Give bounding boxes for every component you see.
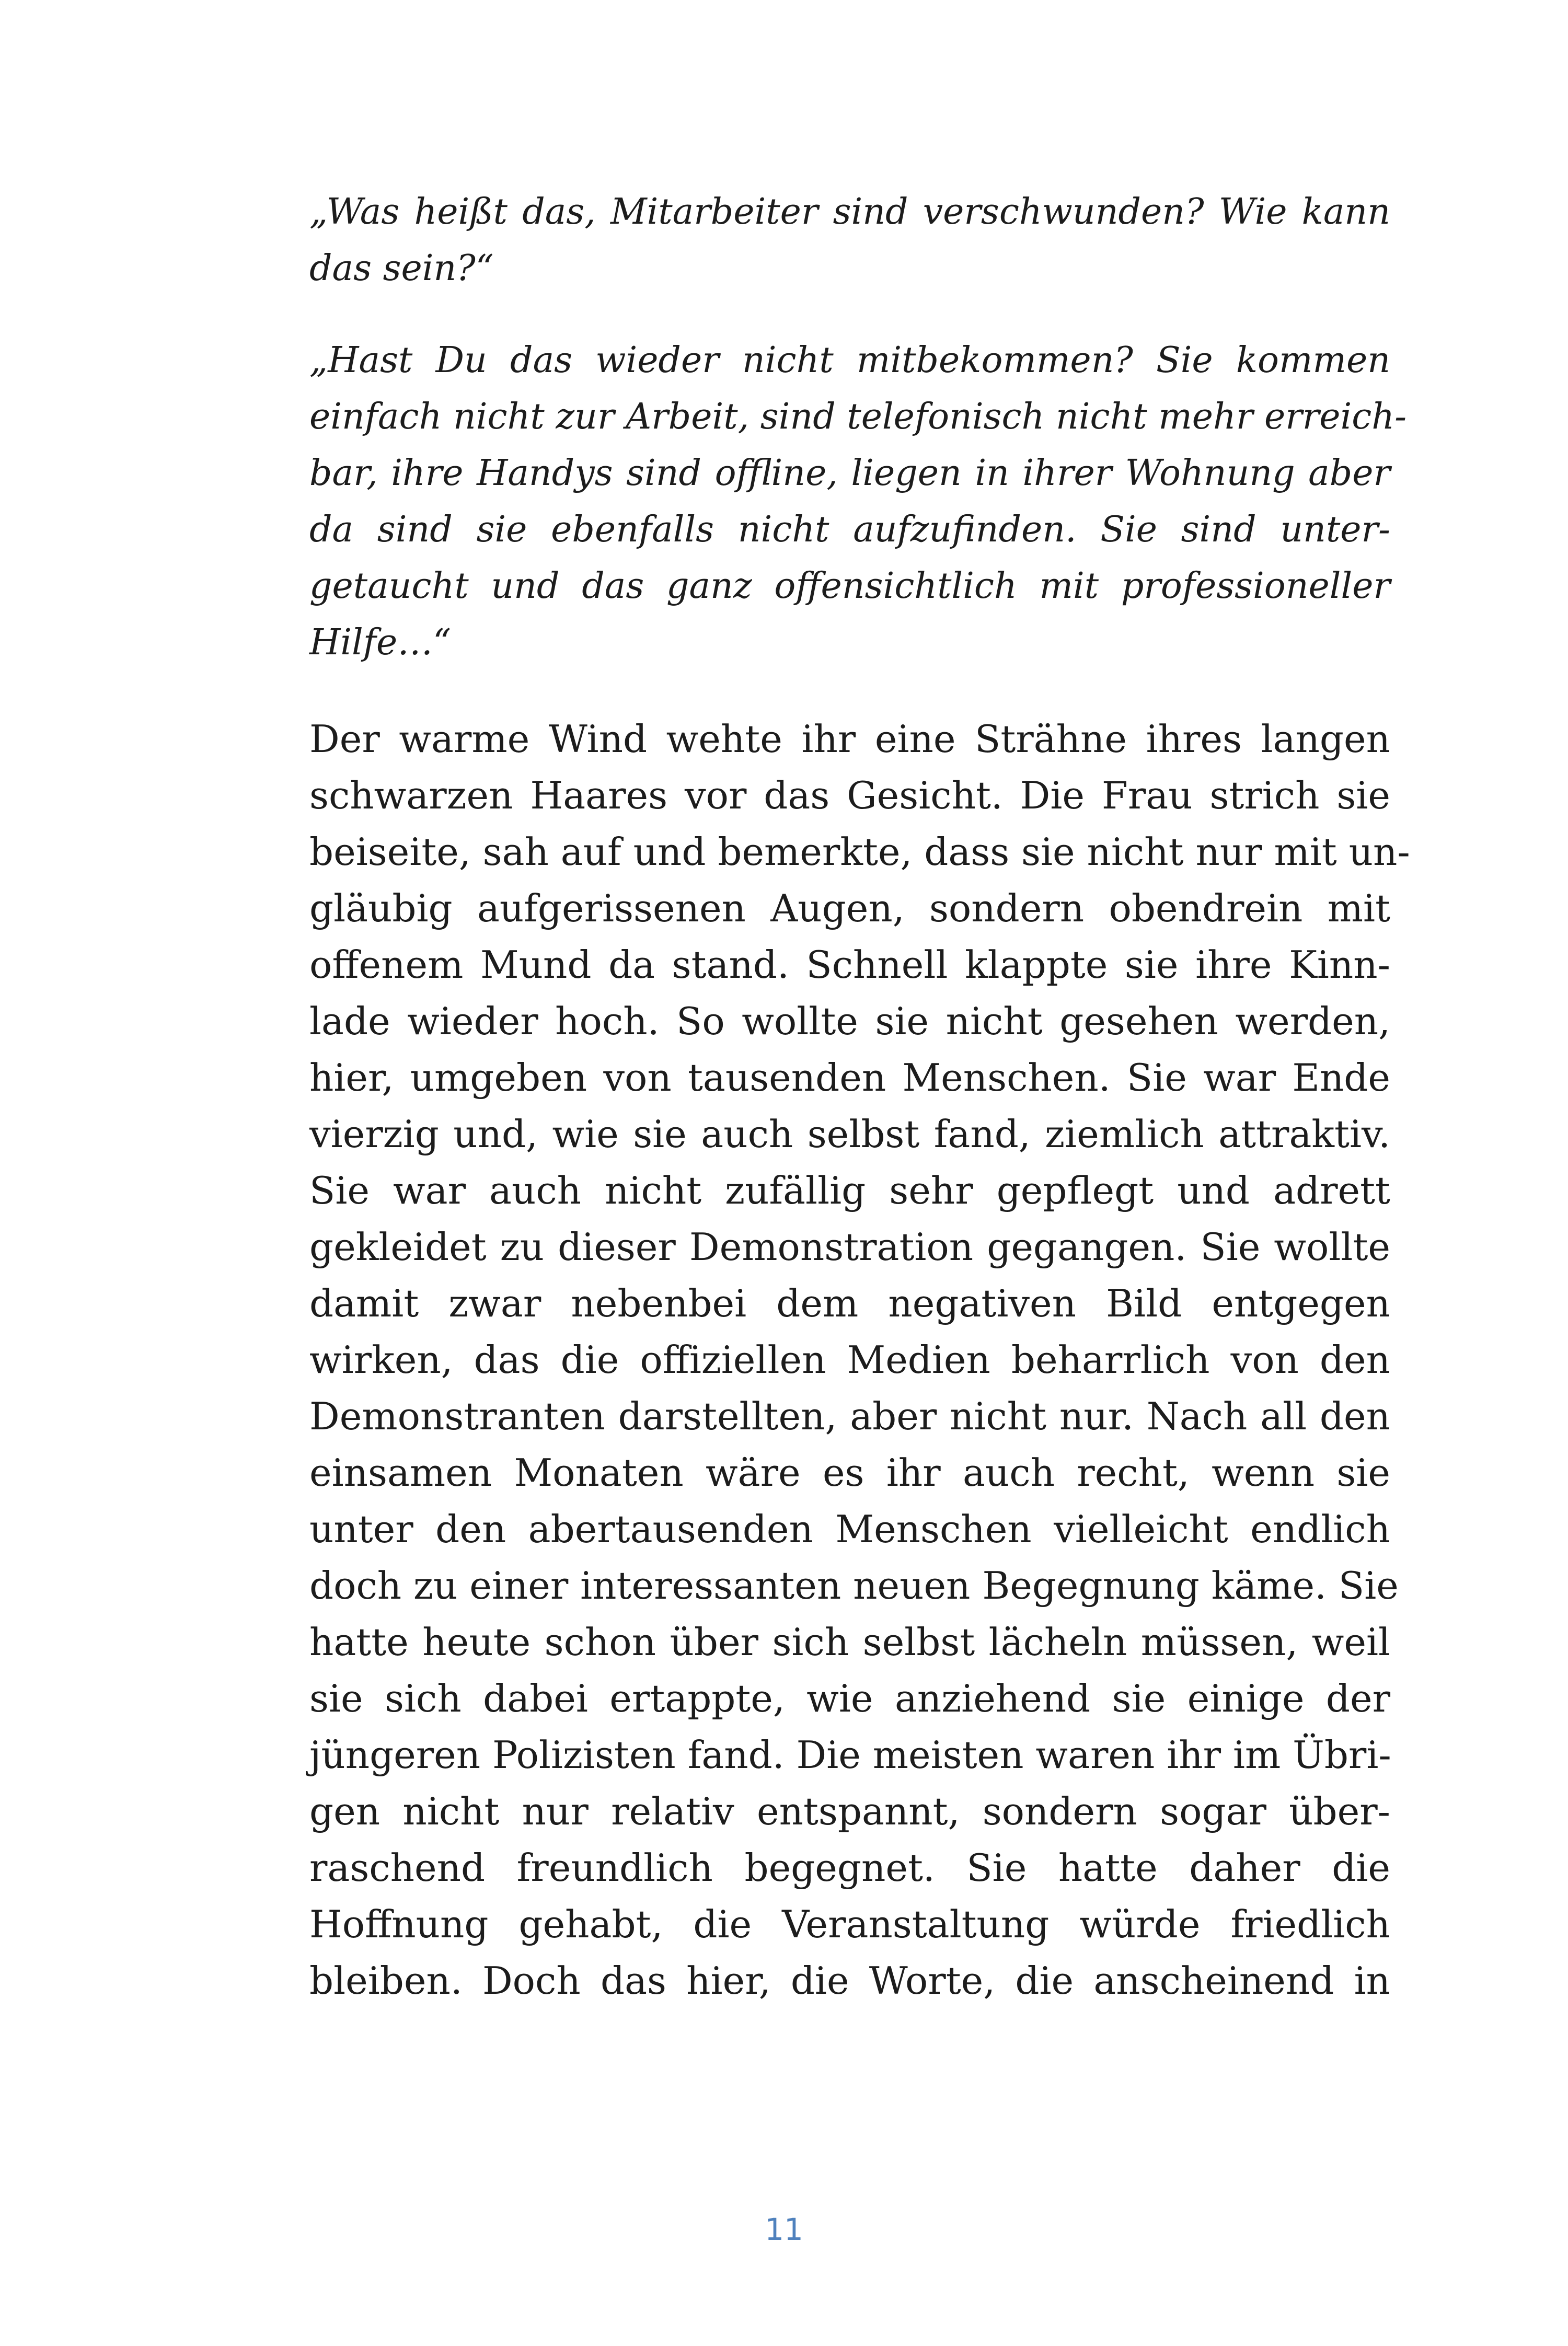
text-line: Hilfe…“: [309, 622, 451, 663]
text-line: getaucht und das ganz offensichtlich mit professioneller: [309, 565, 1390, 607]
dialogue-paragraph-2: [309, 332, 1407, 671]
text-line: beiseite, sah auf und bemerkte, dass sie nicht nur mit un-: [309, 830, 1410, 874]
text-line: vierzig und, wie sie auch selbst fand, ziemlich attraktiv.: [309, 1112, 1390, 1156]
text-line: schwarzen Haares vor das Gesicht. Die Frau strich sie: [309, 773, 1390, 817]
text-line: offenem Mund da stand. Schnell klappte sie ihre Kinn-: [309, 943, 1390, 987]
text-line: lade wieder hoch. So wollte sie nicht gesehen werden,: [309, 999, 1390, 1043]
text-line: gläubig aufgerissenen Augen, sondern obendrein mit: [309, 886, 1390, 930]
text-line: gekleidet zu dieser Demonstration gegangen. Sie wollte: [309, 1225, 1390, 1269]
text-line: jüngeren Polizisten fand. Die meisten waren ihr im Übri-: [309, 1733, 1391, 1777]
text-line: doch zu einer interessanten neuen Begegnung käme. Sie: [309, 1564, 1399, 1608]
text-line: Der warme Wind wehte ihr eine Strähne ihres langen: [309, 717, 1390, 761]
text-line: gen nicht nur relativ entspannt, sondern sogar über-: [309, 1789, 1390, 1833]
text-line: hier, umgeben von tausenden Menschen. Sie war Ende: [309, 1056, 1390, 1100]
narrative-paragraph: [309, 711, 1410, 2009]
text-line: raschend freundlich begegnet. Sie hatte daher die: [309, 1846, 1390, 1890]
dialogue-paragraph-1: [309, 184, 1390, 297]
text-line: „Was heißt das, Mitarbeiter sind verschwunden? Wie kann: [309, 191, 1390, 233]
text-line: hatte heute schon über sich selbst lächeln müssen, weil: [309, 1620, 1390, 1664]
page-number: 11: [765, 2212, 803, 2247]
text-line: unter den abertausenden Menschen vielleicht endlich: [309, 1507, 1390, 1551]
text-line: das sein?“: [309, 248, 494, 289]
text-line: Hoffnung gehabt, die Veranstaltung würde friedlich: [309, 1902, 1390, 1946]
text-line: einsamen Monaten wäre es ihr auch recht, wenn sie: [309, 1451, 1390, 1495]
text-line: Demonstranten darstellten, aber nicht nur. Nach all den: [309, 1394, 1390, 1438]
text-line: einfach nicht zur Arbeit, sind telefonisch nicht mehr erreich-: [309, 396, 1407, 437]
text-line: sie sich dabei ertappte, wie anziehend sie einige der: [309, 1677, 1390, 1720]
text-line: wirken, das die offiziellen Medien beharrlich von den: [309, 1338, 1390, 1382]
text-line: bleiben. Doch das hier, die Worte, die anscheinend in: [309, 1959, 1390, 2003]
text-line: da sind sie ebenfalls nicht aufzufinden. Sie sind unter-: [309, 509, 1390, 550]
text-line: damit zwar nebenbei dem negativen Bild entgegen: [309, 1281, 1390, 1325]
text-line: bar, ihre Handys sind offline, liegen in ihrer Wohnung aber: [309, 453, 1390, 494]
text-line: Sie war auch nicht zufällig sehr gepflegt und adrett: [309, 1169, 1390, 1212]
text-line: „Hast Du das wieder nicht mitbekommen? Sie kommen: [309, 340, 1390, 381]
